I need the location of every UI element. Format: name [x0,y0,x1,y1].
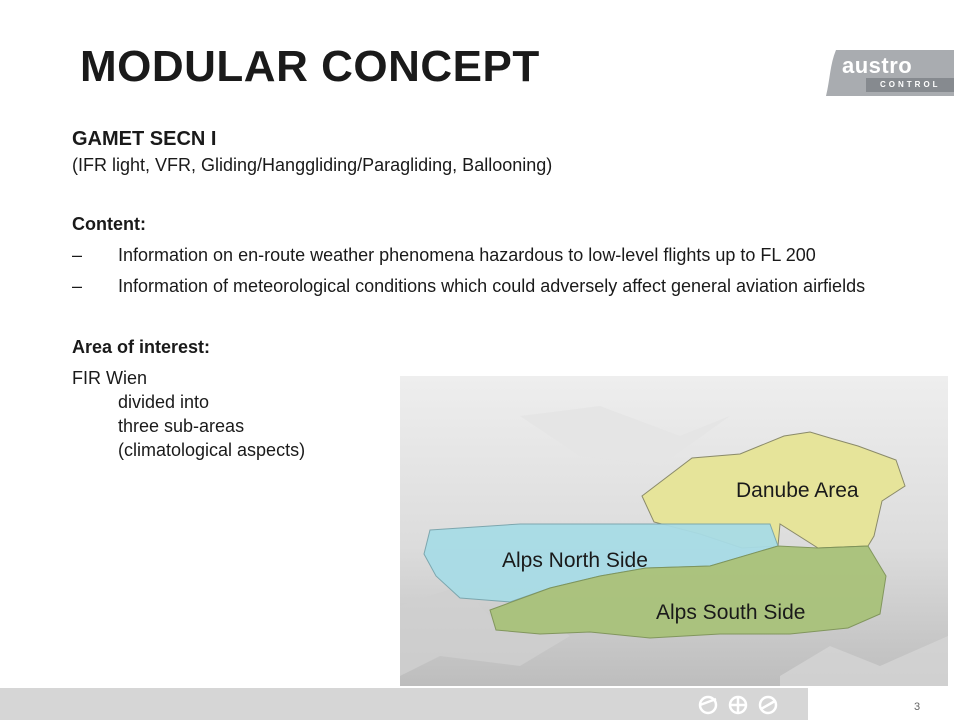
footer-band [0,688,960,720]
logo-subtext: CONTROL [880,80,941,89]
fir-wien-map [400,376,948,686]
bullet-dash: – [72,276,83,296]
logo-wordmark: austro [842,53,913,78]
bullet-item [72,274,932,299]
bullet-item [72,243,932,268]
alps-south-side-label: Alps South Side [656,601,806,624]
section-note: (IFR light, VFR, Gliding/Hanggliding/Paragliding, Ballooning) [72,155,553,175]
danube-area-label: Danube Area [736,479,859,502]
page-number: 3 [914,701,921,713]
area-label: Area of interest: [72,337,211,357]
area-line: divided into [118,392,210,412]
section-heading: GAMET SECN I [72,128,217,150]
area-line: three sub-areas [118,416,245,436]
area-line: FIR Wien [72,368,148,388]
area-line: (climatological aspects) [118,440,306,460]
bullet-text: Information of meteorological conditions which could adversely affect general aviation airfields [118,276,866,296]
bullet-dash: – [72,245,83,265]
content-label: Content: [72,214,146,234]
bullet-text: Information on en-route weather phenomena hazardous to low-level flights up to FL 200 [118,245,816,265]
slide-title: MODULAR CONCEPT [80,42,540,91]
alps-north-side-label: Alps North Side [502,549,648,572]
